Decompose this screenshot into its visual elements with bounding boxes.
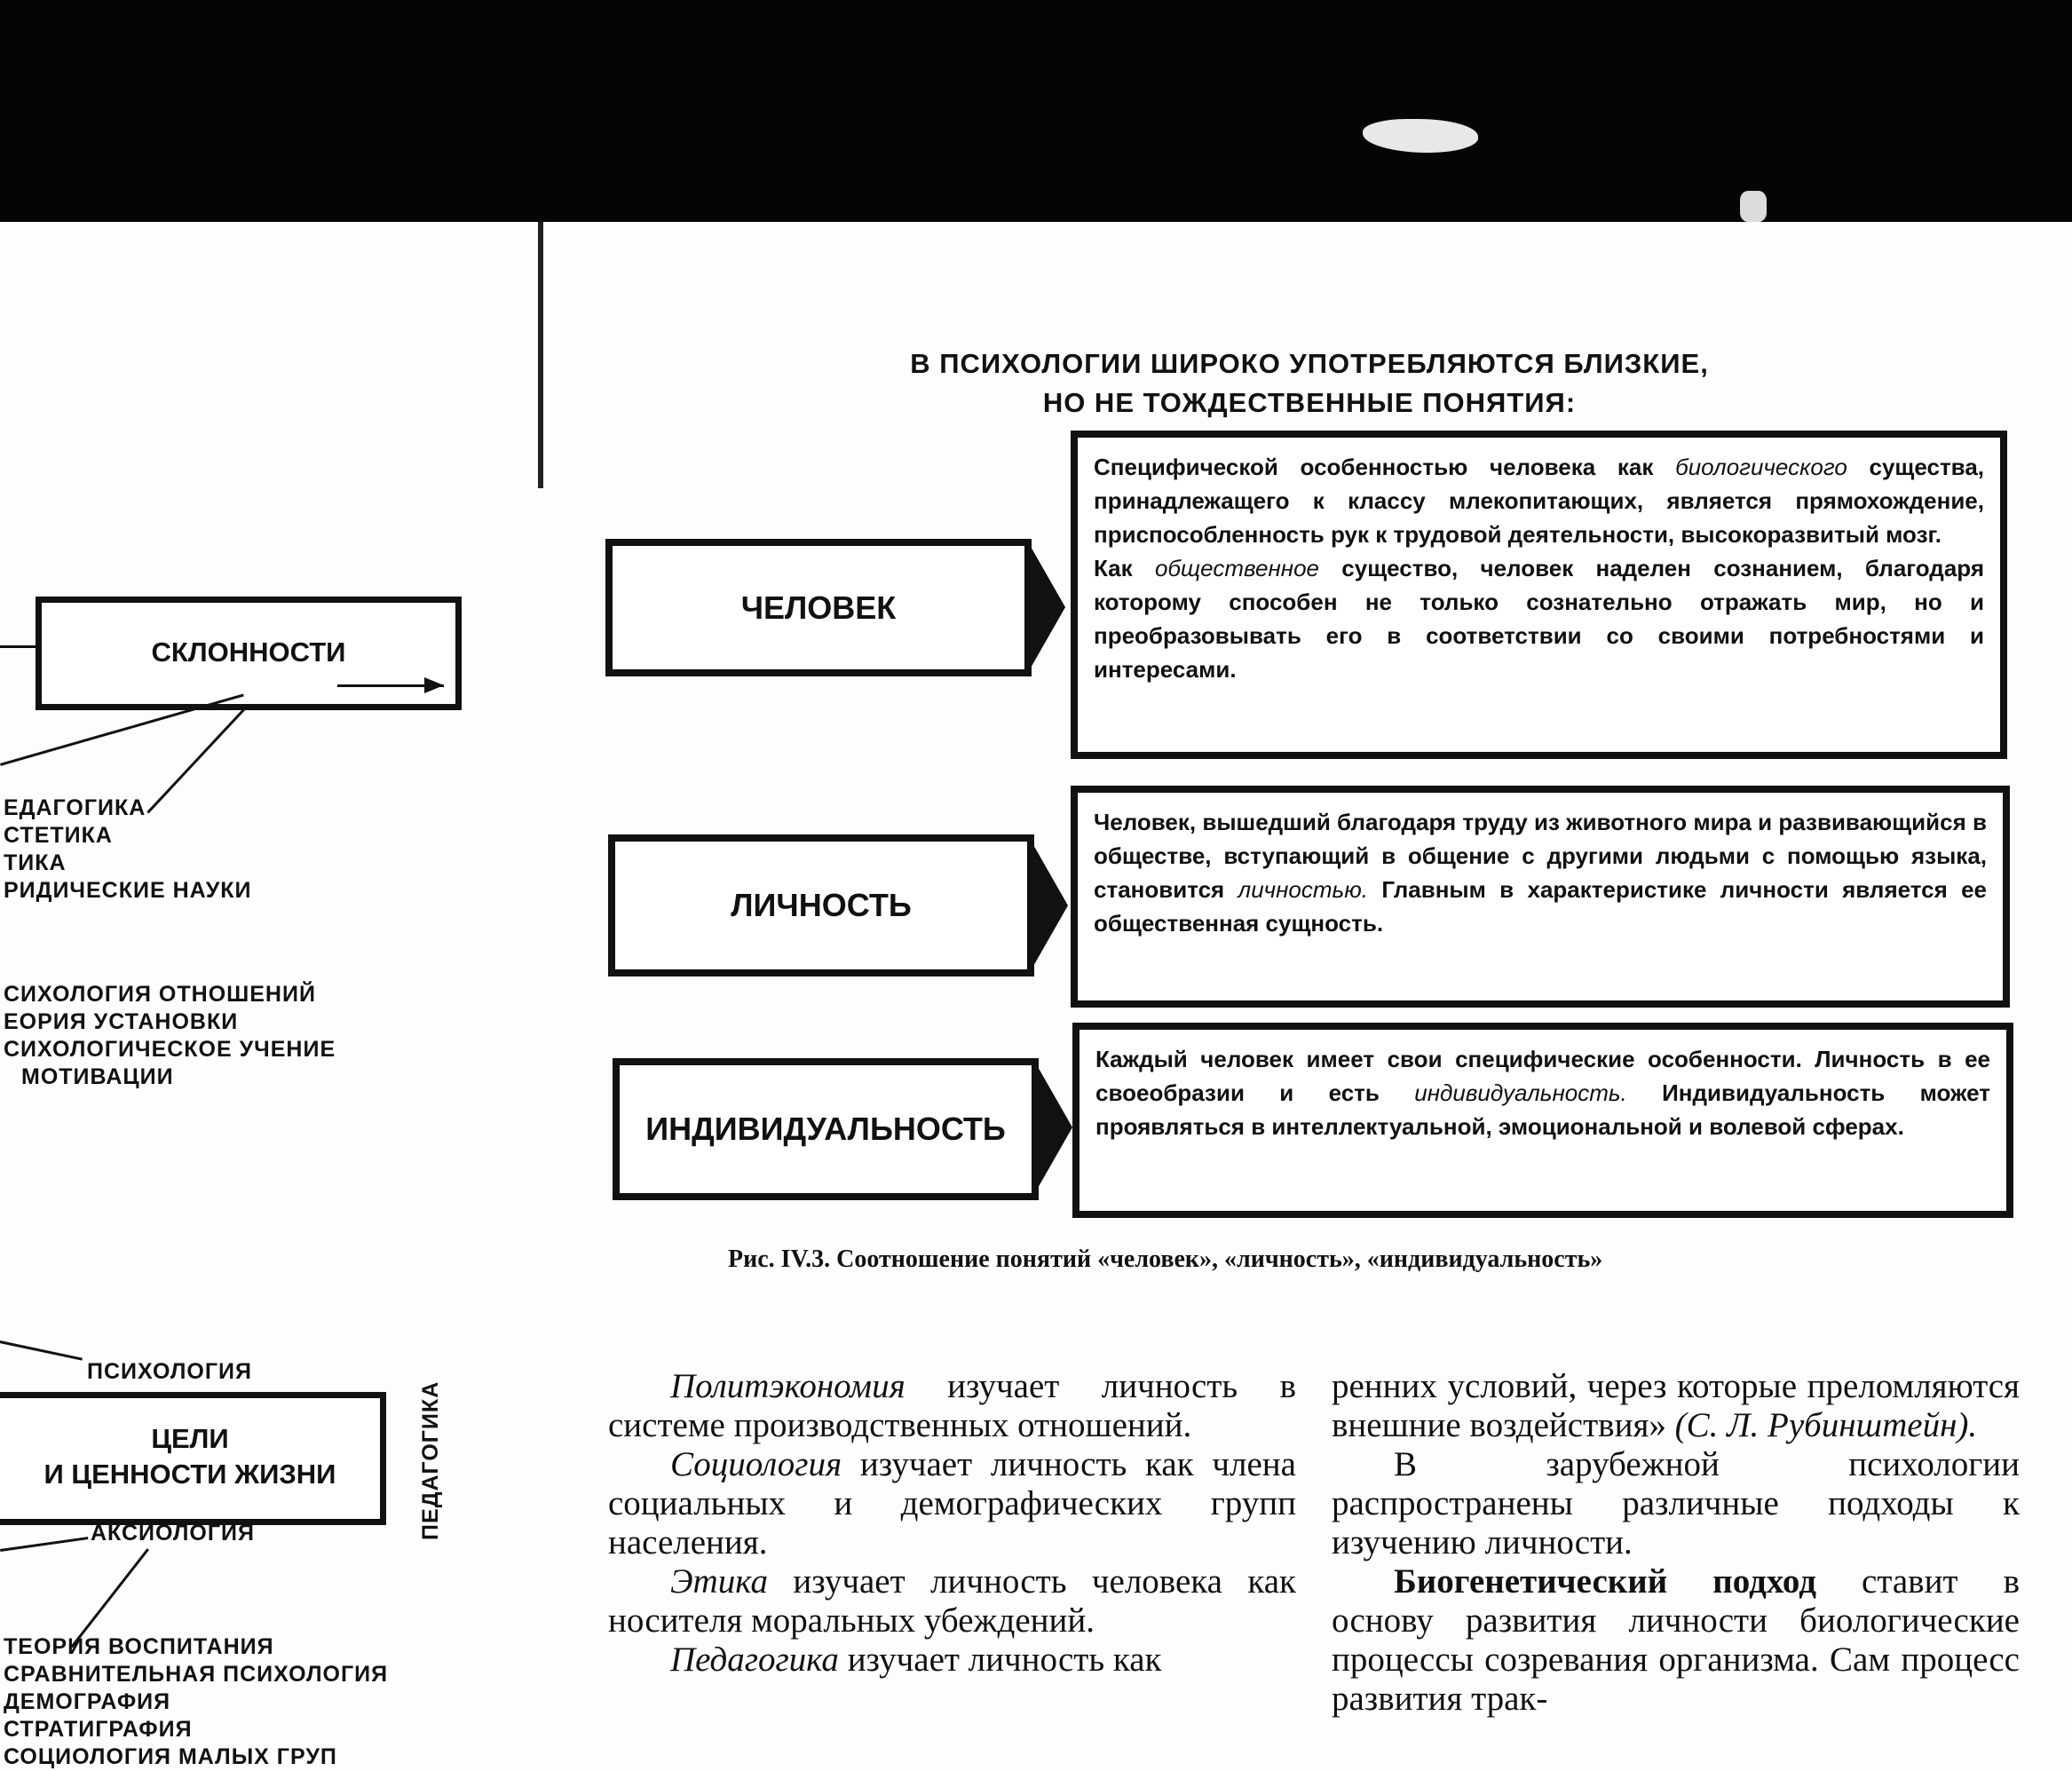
box-label: СКЛОННОСТИ [151, 636, 346, 668]
list-item: ДЕМОГРАФИЯ [4, 1689, 171, 1714]
list-item: ЕОРИЯ УСТАНОВКИ [4, 1009, 239, 1034]
concept-label: ЧЕЛОВЕК [740, 589, 897, 626]
concept-label: ЛИЧНОСТЬ [731, 887, 912, 923]
emphasis-text: Этика [670, 1562, 768, 1601]
science-list-1 [4, 795, 252, 905]
connector-line [0, 1340, 83, 1361]
text-run: Каждый человек имеет свои специфические особенности. Личность в ее своеобразии и есть [1095, 1046, 1990, 1106]
label-psychology: ПСИХОЛОГИЯ [87, 1359, 252, 1384]
text-run: изучает личность в системе производственных отношений. [608, 1367, 1296, 1444]
text-run: изучает личность как [838, 1641, 1162, 1679]
text-run: Специфической особенностью человека как [1094, 454, 1676, 480]
connector-line [0, 1537, 88, 1552]
list-item: ТИКА [4, 850, 67, 875]
heading-line-2: НО НЕ ТОЖДЕСТВЕННЫЕ ПОНЯТИЯ: [1042, 387, 1577, 418]
text-run: существо, человек наделен сознанием, благодаря которому способен не только сознательно отражать мир, но и преобразовывать его в соответствии со своими потребностями и интересами. [1094, 555, 1984, 683]
heading-line-1: В ПСИХОЛОГИИ ШИРОКО УПОТРЕБЛЯЮТСЯ БЛИЗКИЕ, [910, 348, 1709, 379]
paragraph [608, 1641, 1296, 1680]
science-list-2 [4, 981, 336, 1091]
emphasis-text: индивидуальность. [1414, 1079, 1627, 1106]
emphasis-text: (С. Л. Рубинштейн). [1674, 1406, 1978, 1444]
arrow-right-icon [424, 677, 444, 693]
description-text [1094, 805, 1987, 940]
emphasis-text: Педагогика [670, 1641, 839, 1679]
text-run: изучает личность как члена социальных и демографических групп населения. [608, 1445, 1296, 1561]
connector-line [0, 645, 37, 648]
box-sklonnosti [36, 597, 462, 710]
description-box-chelovek [1071, 431, 2007, 759]
text-run: изучает личность человека как носителя моральных убеждений. [608, 1562, 1296, 1640]
text-run: ренних условий, через которые преломляются внешние воздействия» [1332, 1367, 2020, 1444]
body-column-left [608, 1367, 1296, 1680]
emphasis-text: биологического [1675, 454, 1847, 480]
text-run: ставит в основу развития личности биологические процессы созревания организма. Сам процесс развития трак- [1332, 1562, 2020, 1718]
list-item: СОЦИОЛОГИЯ МАЛЫХ ГРУП [4, 1744, 337, 1769]
description-text [1094, 450, 1984, 686]
scan-artifact [1740, 191, 1767, 222]
text-run: Главным в характеристике личности является ее общественная сущность. [1094, 876, 1987, 937]
arrow-right-icon [1037, 1065, 1072, 1190]
emphasis-text: Политэкономия [670, 1367, 906, 1405]
paragraph [1332, 1367, 2020, 1445]
concept-box-chelovek [605, 539, 1032, 676]
arrow-right-icon [1032, 843, 1068, 968]
text-run: существа, принадлежащего к классу млекопитающих, является прямохождение, приспособленность рук к трудовой деятельности, высокоразвитый мозг. [1094, 454, 1985, 548]
list-item: СРАВНИТЕЛЬНАЯ ПСИХОЛОГИЯ [4, 1662, 389, 1687]
description-box-lichnost [1071, 786, 2010, 1008]
list-item: СТРАТИГРАФИЯ [4, 1717, 193, 1742]
text-run: В зарубежной психологии распространены различные подходы к изучению личности. [1332, 1445, 2020, 1561]
list-item: ЕДАГОГИКА [4, 795, 146, 820]
text-run: Человек, вышедший благодаря труду из животного мира и развивающийся в обществе, вступающий в общение с другими людьми с помощью языка, становится [1094, 809, 1987, 903]
emphasis-text: общественное [1154, 555, 1319, 581]
list-item: СИХОЛОГИЯ ОТНОШЕНИЙ [4, 982, 316, 1007]
box-goals-values [0, 1392, 386, 1525]
emphasis-text: Социология [670, 1445, 842, 1483]
label-pedagogy-vertical: ПЕДАГОГИКА [418, 1380, 443, 1540]
list-item: СИХОЛОГИЧЕСКОЕ УЧЕНИЕ [4, 1037, 336, 1062]
emphasis-text: личностью. [1238, 876, 1368, 903]
list-item: МОТИВАЦИИ [21, 1064, 174, 1089]
scan-dark-band [0, 0, 2072, 222]
paragraph [1332, 1562, 2020, 1719]
emphasis-text: Биогенетический подход [1394, 1562, 1816, 1601]
box-label-line-1: ЦЕЛИ [151, 1423, 229, 1454]
arrow-right-icon [1030, 545, 1065, 669]
science-list-3 [4, 1633, 388, 1771]
concept-label: ИНДИВИДУАЛЬНОСТЬ [645, 1111, 1006, 1147]
figure-heading [799, 344, 1820, 423]
figure-caption: Рис. IV.3. Соотношение понятий «человек», «личность», «индивидуальность» [728, 1245, 1603, 1273]
label-axiology: АКСИОЛОГИЯ [91, 1521, 255, 1546]
paragraph [608, 1445, 1296, 1562]
list-item: ТЕОРИЯ ВОСПИТАНИЯ [4, 1634, 274, 1659]
body-column-right [1332, 1367, 2020, 1719]
concept-box-individualnost [613, 1058, 1039, 1200]
description-box-individualnost [1072, 1023, 2013, 1218]
description-text [1095, 1042, 1990, 1143]
text-run: Индивидуальность может проявляться в интеллектуальной, эмоциональной и волевой сферах. [1095, 1079, 1990, 1140]
paragraph [608, 1562, 1296, 1641]
paragraph [608, 1367, 1296, 1445]
box-label-line-2: И ЦЕННОСТИ ЖИЗНИ [43, 1459, 336, 1490]
list-item: РИДИЧЕСКИЕ НАУКИ [4, 878, 252, 903]
paragraph [1332, 1445, 2020, 1562]
concept-box-lichnost [608, 834, 1034, 976]
list-item: СТЕТИКА [4, 823, 113, 848]
page-gutter-line [538, 222, 543, 488]
text-run: Как [1094, 555, 1155, 581]
